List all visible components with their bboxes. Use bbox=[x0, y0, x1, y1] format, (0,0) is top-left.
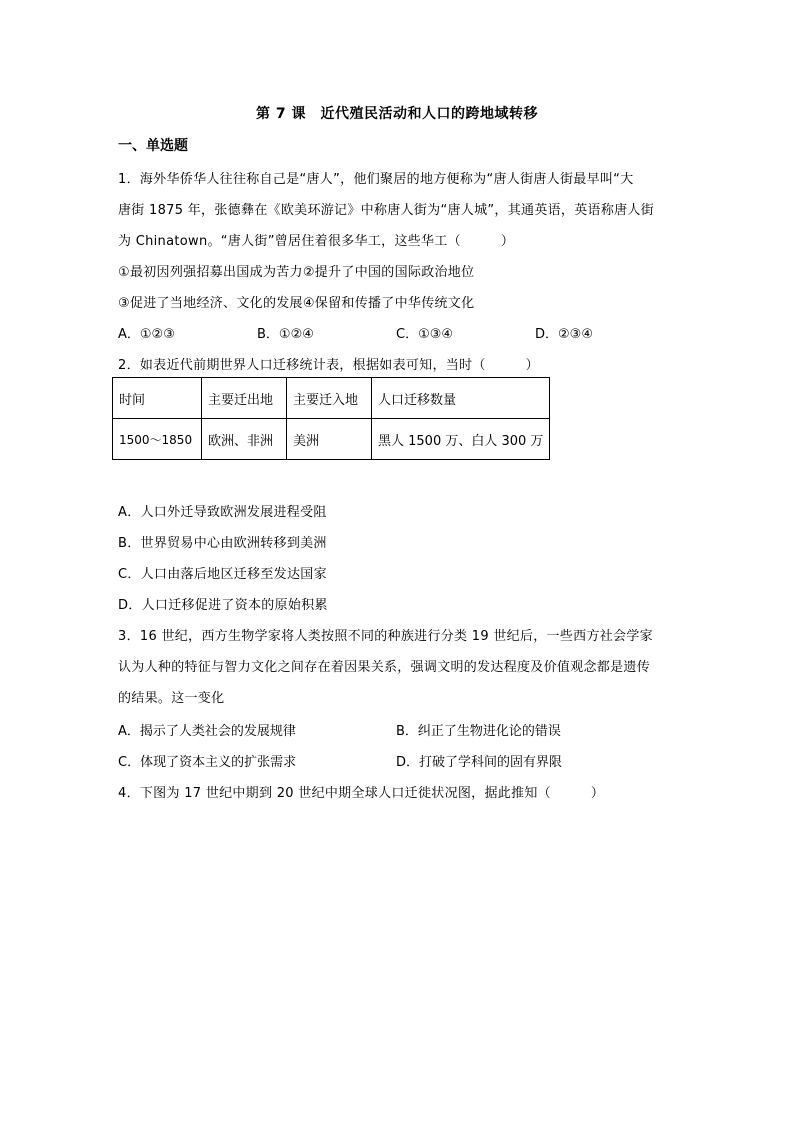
question-1-option-b[interactable]: B．①②④ bbox=[257, 327, 314, 342]
question-2-option-d[interactable]: D．人口迁移促进了资本的原始积累 bbox=[118, 598, 328, 613]
question-2-stem: 2．如表近代前期世界人口迁移统计表，根据如表可知，当时（ ） bbox=[118, 358, 539, 373]
question-3-line-2: 认为人种的特征与智力文化之间存在着因果关系，强调文明的发达程度及价值观念都是遗传 bbox=[118, 660, 651, 675]
question-1-line-1: 1．海外华侨华人往往称自己是“唐人”，他们聚居的地方便称为“唐人街唐人街最早叫“大 bbox=[118, 172, 634, 187]
lesson-title: 第 7 课 近代殖民活动和人口的跨地域转移 bbox=[256, 106, 538, 122]
question-1-statements-2: ③促进了当地经济、文化的发展④保留和传播了中华传统文化 bbox=[118, 296, 475, 311]
table-header-row bbox=[113, 378, 550, 419]
question-1-option-a[interactable]: A．①②③ bbox=[118, 327, 175, 342]
question-3-option-d[interactable]: D．打破了学科间的固有界限 bbox=[396, 755, 563, 770]
table-cell: 美洲 bbox=[287, 419, 372, 460]
question-4-stem: 4．下图为 17 世纪中期到 20 世纪中期全球人口迁徙状况图，据此推知（ ） bbox=[118, 786, 605, 801]
table-header-cell: 主要迁出地 bbox=[202, 378, 287, 419]
question-1-line-2: 唐街 1875 年，张德彝在《欧美环游记》中称唐人街为“唐人城”，其通英语，英语称唐人街 bbox=[118, 203, 655, 218]
question-3-option-b[interactable]: B．纠正了生物进化论的错误 bbox=[396, 724, 561, 739]
question-1-statements-1: ①最初因列强招募出国成为苦力②提升了中国的国际政治地位 bbox=[118, 265, 475, 280]
question-3-line-3: 的结果。这一变化 bbox=[118, 691, 225, 706]
table-cell: 1500～1850 bbox=[113, 419, 202, 460]
question-3-option-c[interactable]: C．体现了资本主义的扩张需求 bbox=[118, 755, 297, 770]
migration-table bbox=[112, 377, 550, 460]
table-header-cell: 人口迁移数量 bbox=[372, 378, 550, 419]
table-cell: 欧洲、非洲 bbox=[202, 419, 287, 460]
question-2-option-b[interactable]: B．世界贸易中心由欧洲转移到美洲 bbox=[118, 536, 327, 551]
question-2-option-a[interactable]: A．人口外迁导致欧洲发展进程受阻 bbox=[118, 505, 327, 520]
section-heading: 一、单选题 bbox=[118, 138, 188, 154]
question-3-option-a[interactable]: A．揭示了人类社会的发展规律 bbox=[118, 724, 296, 739]
question-1-option-c[interactable]: C．①③④ bbox=[396, 327, 454, 342]
table-row bbox=[113, 419, 550, 460]
table-cell: 黑人 1500 万、白人 300 万 bbox=[372, 419, 550, 460]
question-1-line-3: 为 Chinatown。“唐人街”曾居住着很多华工，这些华工（ ） bbox=[118, 234, 515, 249]
question-3-line-1: 3．16 世纪，西方生物学家将人类按照不同的种族进行分类 19 世纪后，一些西方社会学家 bbox=[118, 629, 653, 644]
table-header-cell: 时间 bbox=[113, 378, 202, 419]
question-2-option-c[interactable]: C．人口由落后地区迁移至发达国家 bbox=[118, 567, 327, 582]
table-header-cell: 主要迁入地 bbox=[287, 378, 372, 419]
question-1-option-d[interactable]: D．②③④ bbox=[535, 327, 593, 342]
